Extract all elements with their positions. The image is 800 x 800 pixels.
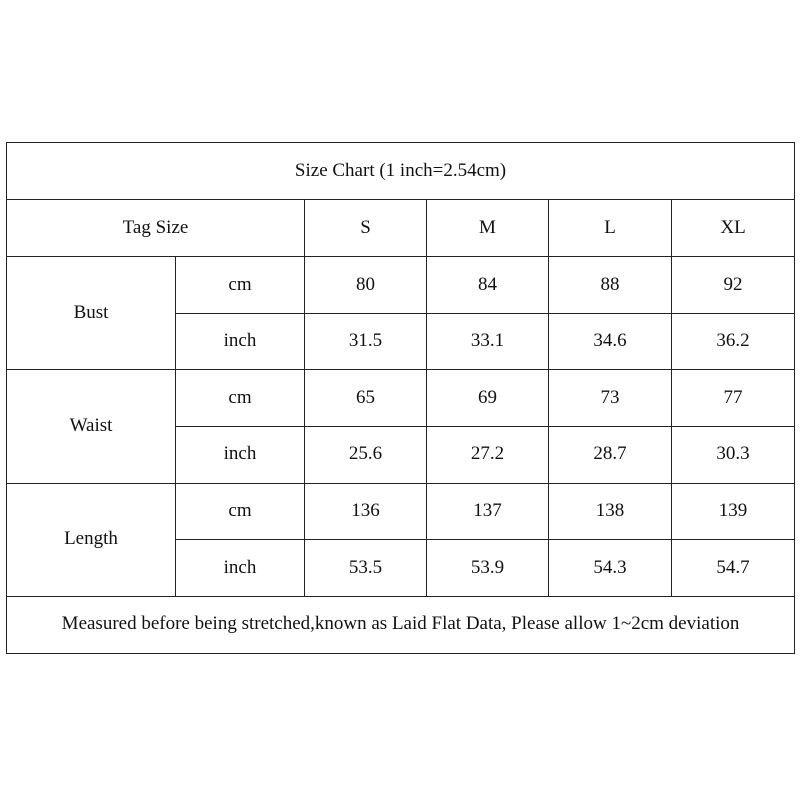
table-cell: 92 [672, 257, 795, 314]
size-header-l: L [549, 200, 672, 257]
table-cell: 73 [549, 370, 672, 427]
table-cell: 138 [549, 483, 672, 540]
table-cell: 34.6 [549, 313, 672, 370]
title-row [7, 143, 795, 200]
table-row [7, 257, 795, 314]
table-cell: 25.6 [305, 427, 427, 484]
table-cell: 33.1 [427, 313, 549, 370]
table-cell: 84 [427, 257, 549, 314]
unit-label: cm [176, 483, 305, 540]
table-cell: 136 [305, 483, 427, 540]
table-cell: 30.3 [672, 427, 795, 484]
table-cell: 31.5 [305, 313, 427, 370]
measurement-note: Measured before being stretched,known as Laid Flat Data, Please allow 1~2cm deviation [7, 596, 795, 653]
table-row [7, 483, 795, 540]
table-cell: 80 [305, 257, 427, 314]
header-row [7, 200, 795, 257]
note-row [7, 596, 795, 653]
table-cell: 54.7 [672, 540, 795, 597]
measurement-name-bust: Bust [7, 257, 176, 370]
table-cell: 88 [549, 257, 672, 314]
table-cell: 36.2 [672, 313, 795, 370]
unit-label: cm [176, 257, 305, 314]
size-header-xl: XL [672, 200, 795, 257]
unit-label: cm [176, 370, 305, 427]
table-cell: 27.2 [427, 427, 549, 484]
table-cell: 53.5 [305, 540, 427, 597]
table-cell: 28.7 [549, 427, 672, 484]
table-cell: 65 [305, 370, 427, 427]
table-cell: 137 [427, 483, 549, 540]
table-cell: 53.9 [427, 540, 549, 597]
size-header-m: M [427, 200, 549, 257]
table-cell: 69 [427, 370, 549, 427]
table-cell: 139 [672, 483, 795, 540]
unit-label: inch [176, 313, 305, 370]
measurement-name-length: Length [7, 483, 176, 596]
size-header-s: S [305, 200, 427, 257]
chart-title: Size Chart (1 inch=2.54cm) [7, 143, 795, 200]
table-cell: 77 [672, 370, 795, 427]
unit-label: inch [176, 540, 305, 597]
tag-size-label: Tag Size [7, 200, 305, 257]
table-row [7, 370, 795, 427]
size-chart-table [6, 142, 795, 654]
measurement-name-waist: Waist [7, 370, 176, 483]
table-cell: 54.3 [549, 540, 672, 597]
unit-label: inch [176, 427, 305, 484]
